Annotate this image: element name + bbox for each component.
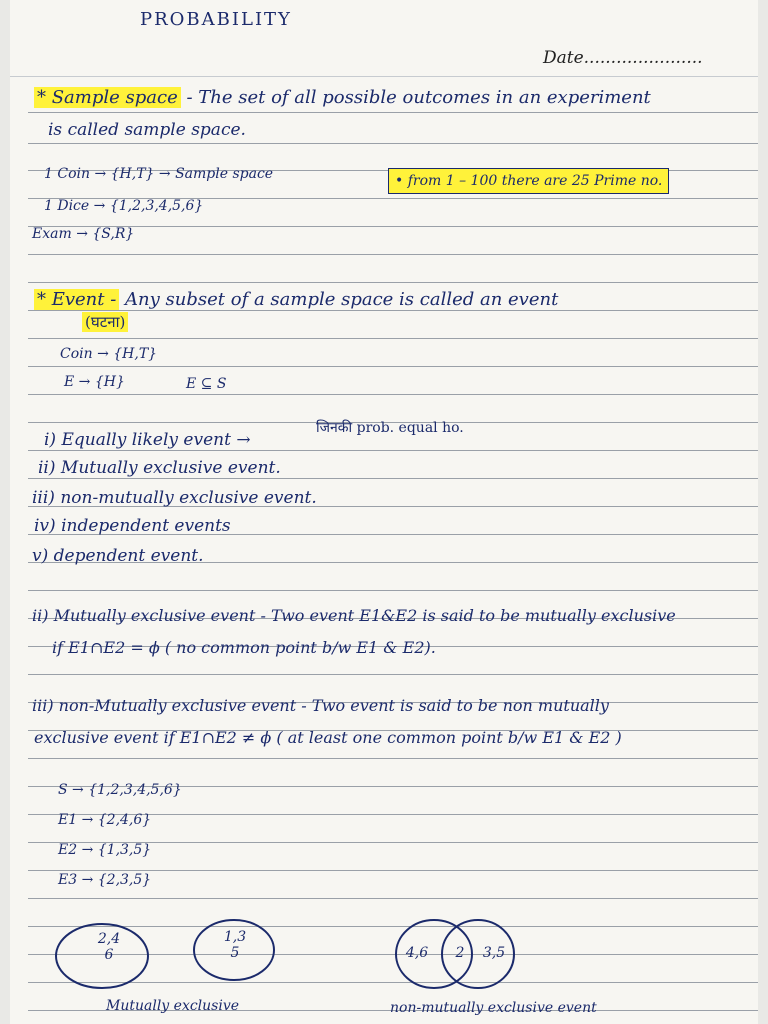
ruled-line bbox=[28, 226, 758, 227]
ruled-line bbox=[28, 590, 758, 591]
sample-space-definition-2: is called sample space. bbox=[48, 120, 246, 140]
type-item: ii) Mutually exclusive event. bbox=[38, 458, 281, 478]
ruled-line bbox=[28, 310, 758, 311]
event-definition: Any subset of a sample space is called an event bbox=[125, 289, 559, 310]
set-e2: E2 → {1,3,5} bbox=[58, 842, 152, 858]
ruled-line bbox=[28, 282, 758, 283]
venn-left-a: 2,4 bbox=[97, 931, 121, 947]
venn-left-b: 6 bbox=[104, 947, 114, 963]
event-example-e: E → {H} bbox=[64, 374, 125, 390]
ruled-line bbox=[28, 450, 758, 451]
event-example-coin: Coin → {H,T} bbox=[60, 346, 158, 362]
ruled-line bbox=[28, 758, 758, 759]
prime-number-note: • from 1 – 100 there are 25 Prime no. bbox=[388, 168, 669, 194]
venn-mid-a: 1,3 bbox=[223, 929, 247, 945]
page-title: PROBABILITY bbox=[140, 9, 292, 30]
venn-caption-right: non-mutually exclusive event bbox=[390, 1000, 597, 1016]
type-note: जिनकी prob. equal ho. bbox=[316, 420, 464, 436]
event-term: * Event - bbox=[34, 289, 119, 310]
non-mutual-definition-1: iii) non-Mutually exclusive event - Two event is said to be non mutually bbox=[32, 696, 609, 715]
ruled-line bbox=[28, 112, 758, 113]
set-e1: E1 → {2,4,6} bbox=[58, 812, 152, 828]
ruled-line bbox=[28, 338, 758, 339]
type-item: v) dependent event. bbox=[32, 546, 204, 566]
ruled-line bbox=[28, 143, 758, 144]
ruled-line bbox=[28, 674, 758, 675]
venn-caption-left: Mutually exclusive bbox=[106, 998, 240, 1014]
event-hindi-term: (घटना) bbox=[82, 312, 128, 332]
sample-space-definition-1: - The set of all possible outcomes in an experiment bbox=[186, 87, 651, 108]
ruled-line bbox=[28, 478, 758, 479]
venn-overlap-right: 3,5 bbox=[482, 945, 506, 961]
mutual-definition-2: if E1∩E2 = ϕ ( no common point b/w E1 & E2). bbox=[52, 638, 436, 657]
ruled-line bbox=[28, 394, 758, 395]
set-s: S → {1,2,3,4,5,6} bbox=[58, 782, 182, 798]
type-item: iii) non-mutually exclusive event. bbox=[32, 488, 317, 508]
ruled-line bbox=[28, 366, 758, 367]
venn-overlap-left: 4,6 bbox=[405, 945, 429, 961]
venn-mid-b: 5 bbox=[230, 945, 240, 961]
ruled-line bbox=[10, 76, 758, 77]
mutual-definition-1: ii) Mutually exclusive event - Two event E1&E2 is said to be mutually exclusive bbox=[32, 606, 676, 625]
date-field: Date...................... bbox=[543, 48, 703, 68]
non-mutual-definition-2: exclusive event if E1∩E2 ≠ ϕ ( at least one common point b/w E1 & E2 ) bbox=[34, 728, 622, 747]
venn-overlap-mid: 2 bbox=[455, 945, 465, 961]
set-e3: E3 → {2,3,5} bbox=[58, 872, 152, 888]
type-item: i) Equally likely event → bbox=[44, 430, 251, 450]
sample-space-example-exam: Exam → {S,R} bbox=[32, 226, 135, 242]
notebook-page bbox=[10, 0, 758, 1024]
sample-space-term: * Sample space bbox=[34, 87, 181, 108]
ruled-line bbox=[28, 254, 758, 255]
ruled-line bbox=[28, 898, 758, 899]
event-subset: E ⊆ S bbox=[186, 376, 227, 392]
type-item: iv) independent events bbox=[34, 516, 231, 536]
sample-space-example-dice: 1 Dice → {1,2,3,4,5,6} bbox=[44, 198, 204, 214]
sample-space-example-coin: 1 Coin → {H,T} → Sample space bbox=[44, 166, 274, 182]
